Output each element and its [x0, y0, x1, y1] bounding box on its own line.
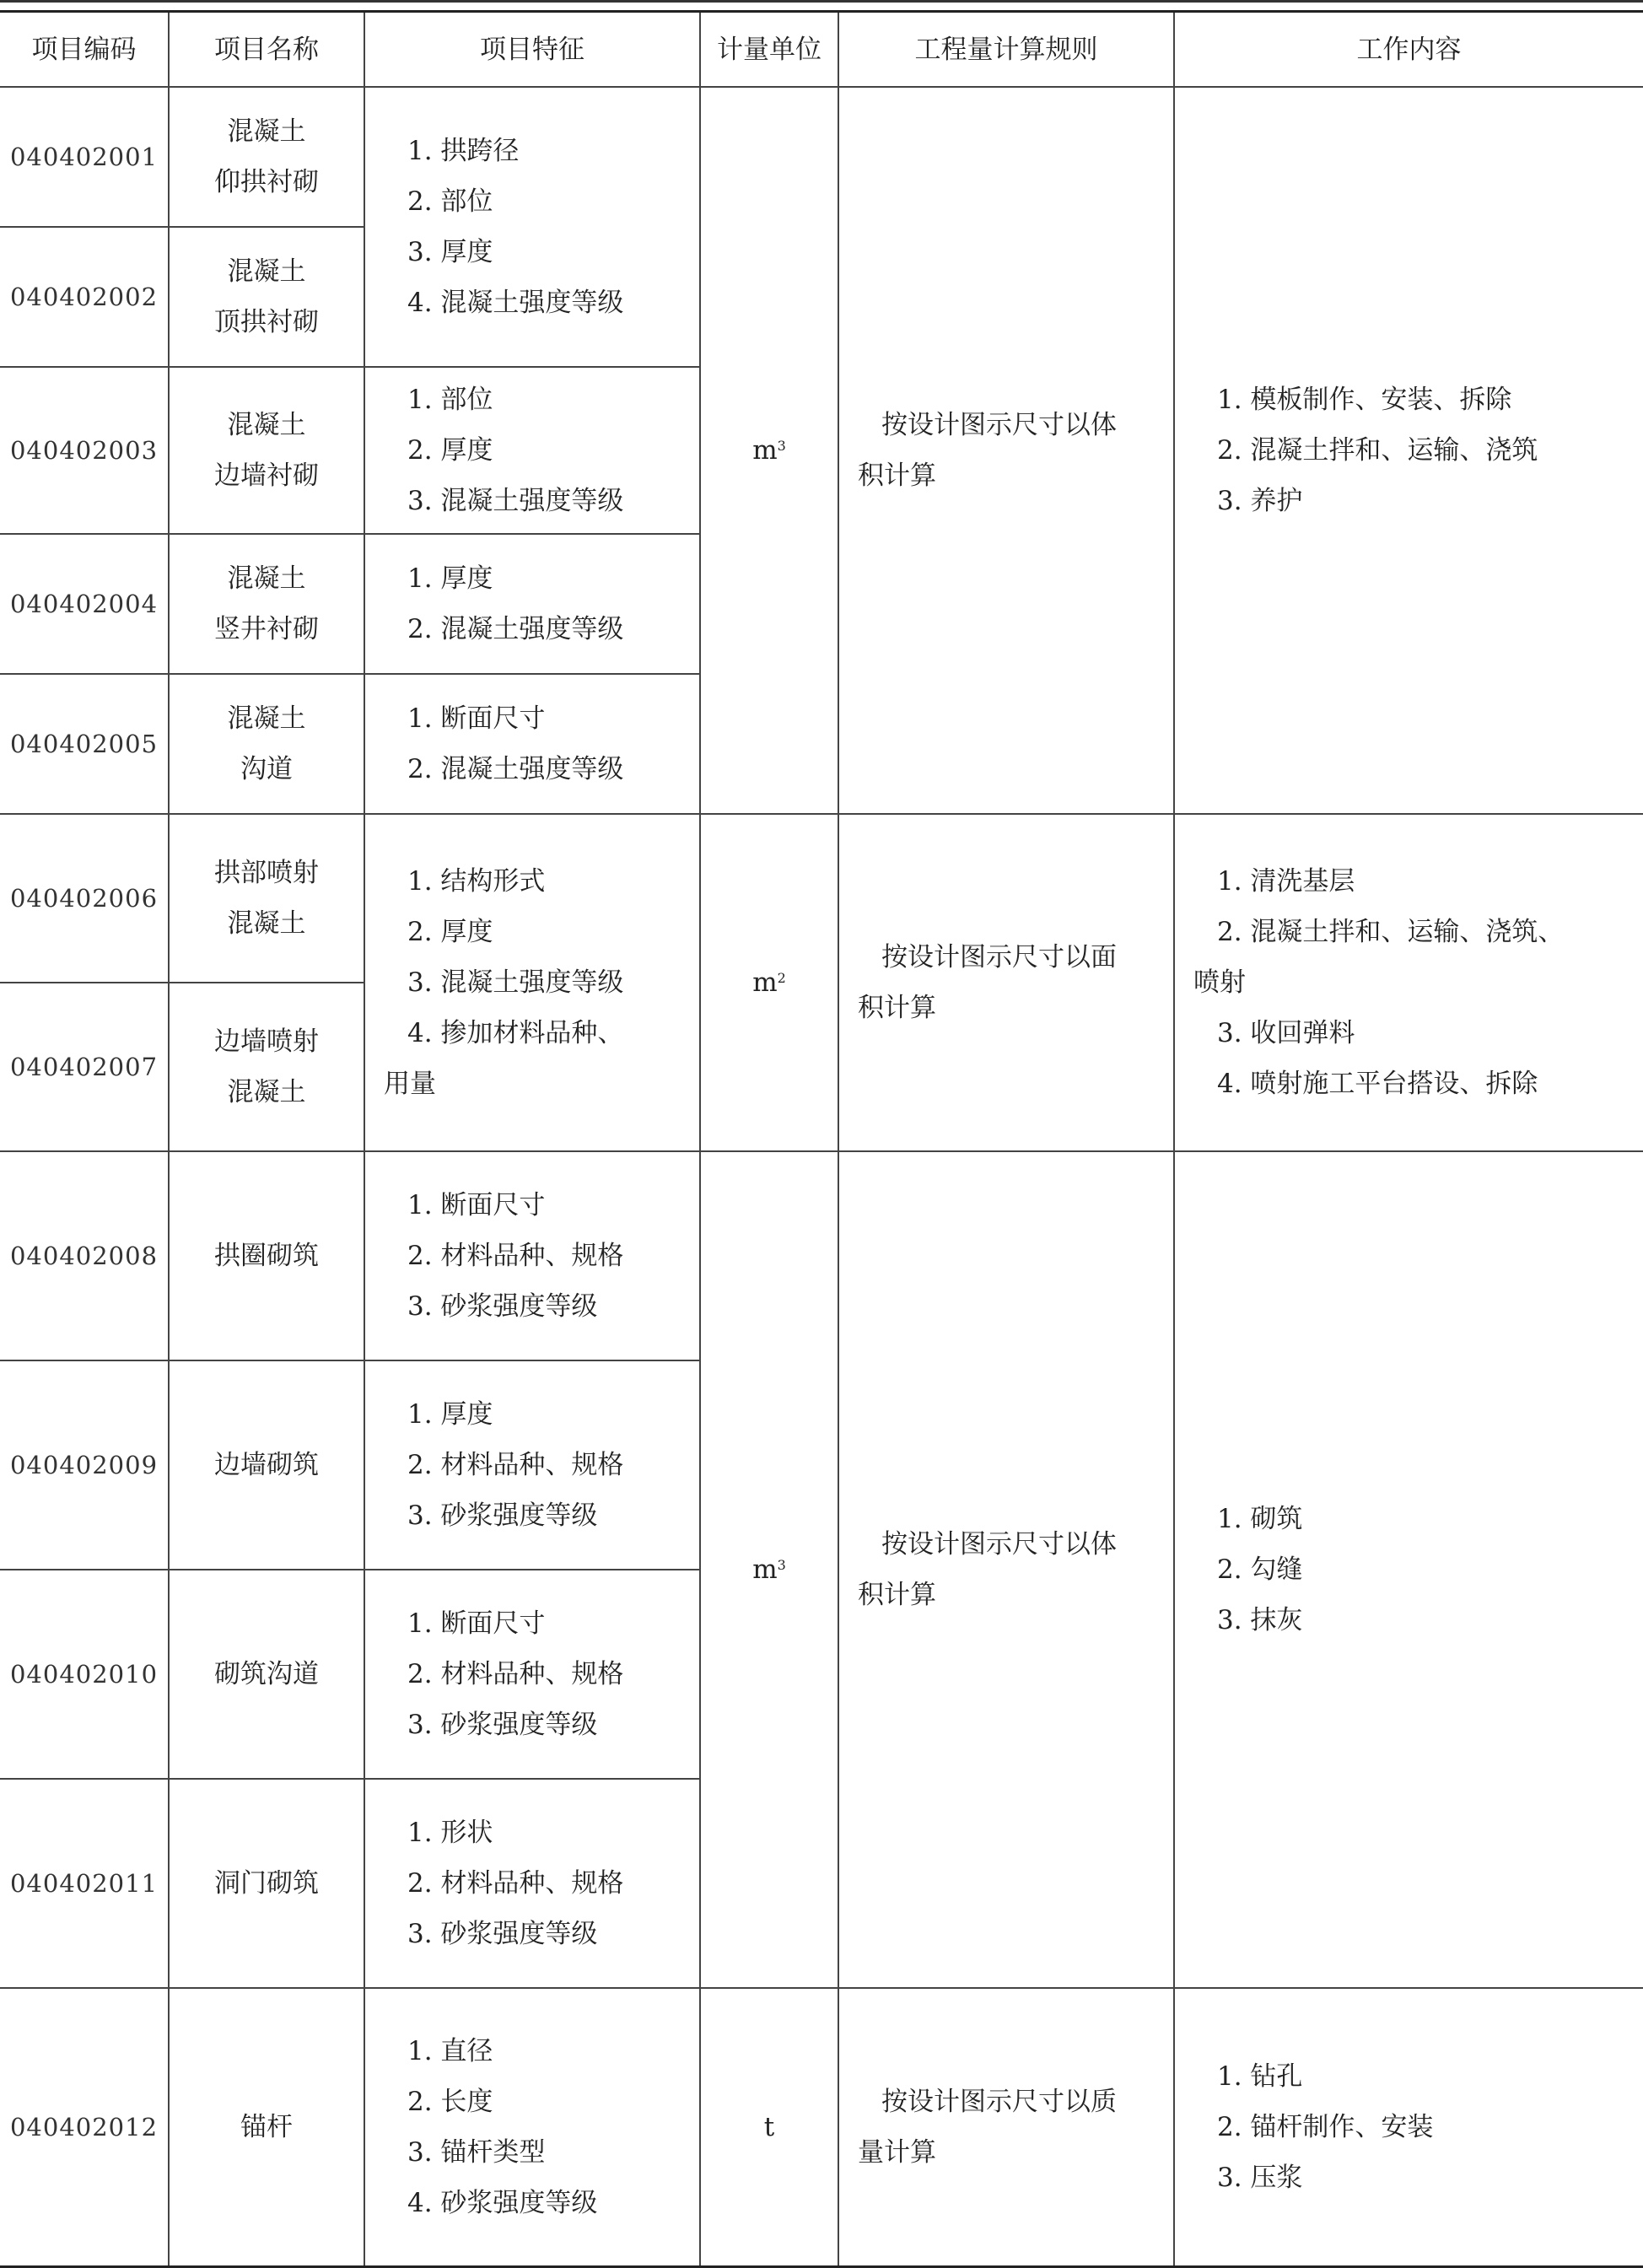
- item-code: 040402009: [0, 1360, 169, 1570]
- item-features: 1. 断面尺寸 2. 混凝土强度等级: [364, 674, 700, 814]
- item-name: 洞门砌筑: [169, 1779, 364, 1988]
- item-name: 混凝土 仰拱衬砌: [169, 87, 364, 227]
- item-code: 040402006: [0, 814, 169, 983]
- item-name: 锚杆: [169, 1988, 364, 2266]
- item-code: 040402001: [0, 87, 169, 227]
- item-features: 1. 断面尺寸 2. 材料品种、规格 3. 砂浆强度等级: [364, 1151, 700, 1360]
- item-name: 拱部喷射 混凝土: [169, 814, 364, 983]
- table-row: [0, 87, 1643, 227]
- item-features: 1. 部位 2. 厚度 3. 混凝土强度等级: [364, 367, 700, 534]
- item-name: 边墙喷射 混凝土: [169, 983, 364, 1151]
- item-name: 混凝土 竖井衬砌: [169, 534, 364, 674]
- item-code: 040402008: [0, 1151, 169, 1360]
- item-features: 1. 形状 2. 材料品种、规格 3. 砂浆强度等级: [364, 1779, 700, 1988]
- work-content: 1. 模板制作、安装、拆除 2. 混凝土拌和、运输、浇筑 3. 养护: [1174, 87, 1643, 814]
- unit-cell: $m^3$: [700, 1151, 838, 1988]
- header-row: [0, 12, 1643, 88]
- header-code: 项目编码: [0, 12, 169, 88]
- item-code: 040402010: [0, 1570, 169, 1779]
- item-code: 040402003: [0, 367, 169, 534]
- item-features: 1. 断面尺寸 2. 材料品种、规格 3. 砂浆强度等级: [364, 1570, 700, 1779]
- item-code: 040402005: [0, 674, 169, 814]
- item-features: 1. 厚度 2. 材料品种、规格 3. 砂浆强度等级: [364, 1360, 700, 1570]
- item-name: 混凝土 沟道: [169, 674, 364, 814]
- unit-cell: $m^3$: [700, 87, 838, 814]
- item-name: 砌筑沟道: [169, 1570, 364, 1779]
- item-features: 1. 拱跨径 2. 部位 3. 厚度 4. 混凝土强度等级: [364, 87, 700, 367]
- calc-rule: 按设计图示尺寸以体 积计算: [838, 1151, 1174, 1988]
- quantity-table: [0, 10, 1643, 2268]
- header-unit: 计量单位: [700, 12, 838, 88]
- unit-cell: t: [700, 1988, 838, 2266]
- item-code: 040402004: [0, 534, 169, 674]
- item-features: 1. 结构形式 2. 厚度 3. 混凝土强度等级 4. 掺加材料品种、 用量: [364, 814, 700, 1151]
- item-name: 混凝土 边墙衬砌: [169, 367, 364, 534]
- item-code: 040402007: [0, 983, 169, 1151]
- header-work: 工作内容: [1174, 12, 1643, 88]
- table-row: [0, 1151, 1643, 1360]
- item-name: 拱圈砌筑: [169, 1151, 364, 1360]
- item-name: 混凝土 顶拱衬砌: [169, 227, 364, 367]
- header-features: 项目特征: [364, 12, 700, 88]
- work-content: 1. 钻孔 2. 锚杆制作、安装 3. 压浆: [1174, 1988, 1643, 2266]
- top-rule: [0, 0, 1643, 3]
- item-code: 040402012: [0, 1988, 169, 2266]
- unit-cell: $m^2$: [700, 814, 838, 1151]
- table-row: [0, 814, 1643, 983]
- header-rule: 工程量计算规则: [838, 12, 1174, 88]
- item-code: 040402002: [0, 227, 169, 367]
- work-content: 1. 清洗基层 2. 混凝土拌和、运输、浇筑、 喷射 3. 收回弹料 4. 喷射施工平台搭设、拆除: [1174, 814, 1643, 1151]
- work-content: 1. 砌筑 2. 勾缝 3. 抹灰: [1174, 1151, 1643, 1988]
- calc-rule: 按设计图示尺寸以体 积计算: [838, 87, 1174, 814]
- header-name: 项目名称: [169, 12, 364, 88]
- item-code: 040402011: [0, 1779, 169, 1988]
- table-row: [0, 1988, 1643, 2266]
- item-features: 1. 直径 2. 长度 3. 锚杆类型 4. 砂浆强度等级: [364, 1988, 700, 2266]
- calc-rule: 按设计图示尺寸以面 积计算: [838, 814, 1174, 1151]
- calc-rule: 按设计图示尺寸以质 量计算: [838, 1988, 1174, 2266]
- item-features: 1. 厚度 2. 混凝土强度等级: [364, 534, 700, 674]
- item-name: 边墙砌筑: [169, 1360, 364, 1570]
